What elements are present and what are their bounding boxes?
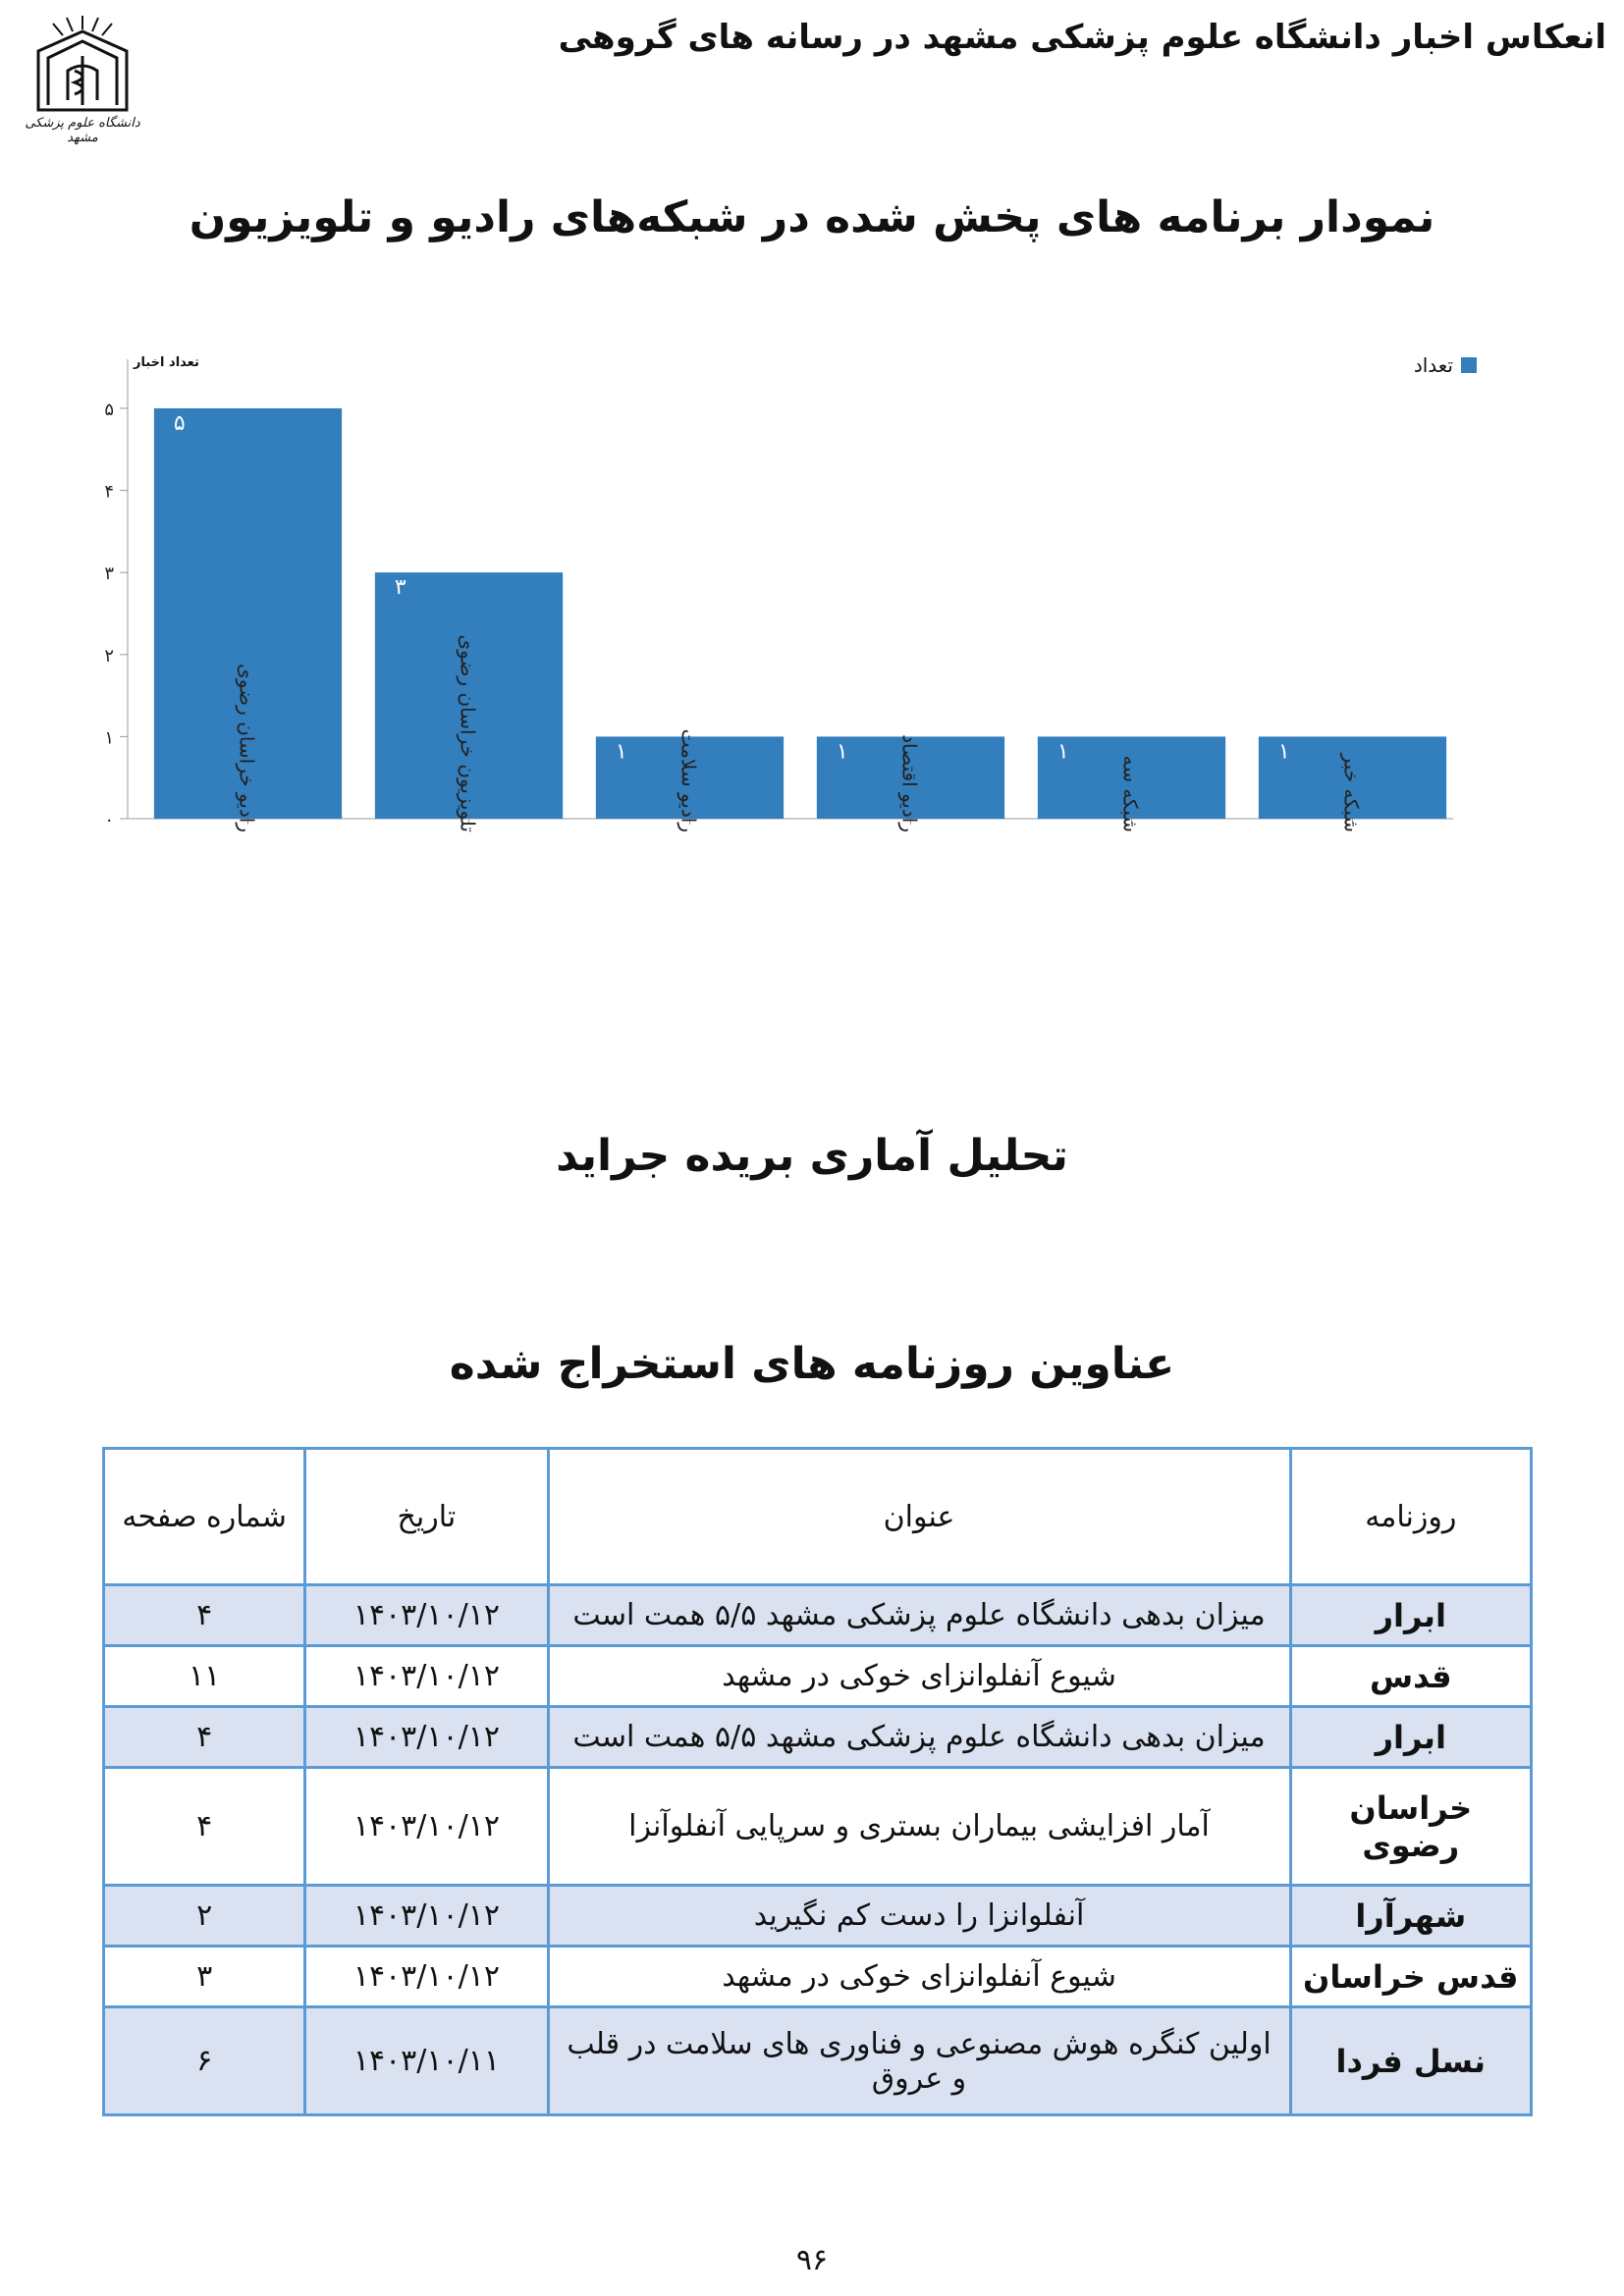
cell-title: شیوع آنفلوانزای خوکی در مشهد bbox=[548, 1646, 1290, 1707]
table-body bbox=[104, 1585, 1532, 2115]
x-category-label: شبکه خبر bbox=[1339, 753, 1364, 832]
table-row bbox=[104, 2007, 1532, 2115]
cell-date: ۱۴۰۳/۱۰/۱۲ bbox=[305, 1947, 548, 2007]
page-header-title: انعکاس اخبار دانشگاه علوم پزشکی مشهد در رسانه های گروهی bbox=[558, 18, 1606, 57]
chart-section-title: نمودار برنامه های پخش شده در شبکه‌های رادیو و تلویزیون bbox=[189, 192, 1435, 242]
cell-paper: قدس bbox=[1290, 1646, 1531, 1707]
header-date: تاریخ bbox=[305, 1449, 548, 1585]
bar-data-label: ۳ bbox=[394, 575, 406, 601]
header-paper: روزنامه bbox=[1290, 1449, 1531, 1585]
legend-label: تعداد bbox=[1413, 353, 1453, 377]
cell-paper: ابرار bbox=[1290, 1707, 1531, 1768]
cell-title: آنفلوانزا را دست کم نگیرید bbox=[548, 1886, 1290, 1947]
x-category-label: رادیو خراسان رضوی bbox=[235, 664, 259, 832]
cell-page: ۶ bbox=[104, 2007, 305, 2115]
newspaper-table bbox=[102, 1447, 1533, 2116]
table-row bbox=[104, 1886, 1532, 1947]
y-tick-label: ۰ bbox=[104, 810, 114, 830]
bar-data-label: ۱ bbox=[1056, 739, 1069, 765]
cell-paper: خراسان رضوی bbox=[1290, 1768, 1531, 1886]
cell-date: ۱۴۰۳/۱۰/۱۲ bbox=[305, 1768, 548, 1886]
x-category-label: رادیو سلامت bbox=[677, 728, 701, 832]
table-row bbox=[104, 1947, 1532, 2007]
press-section-title: تحلیل آماری بریده جراید bbox=[556, 1131, 1068, 1181]
table-row bbox=[104, 1707, 1532, 1768]
header-page: شماره صفحه bbox=[104, 1449, 305, 1585]
cell-title: میزان بدهی دانشگاه علوم پزشکی مشهد ۵/۵ همت است bbox=[548, 1585, 1290, 1646]
chart-y-axis-label: تعداد اخبار bbox=[134, 355, 199, 370]
cell-page: ۴ bbox=[104, 1707, 305, 1768]
cell-title: شیوع آنفلوانزای خوکی در مشهد bbox=[548, 1947, 1290, 2007]
cell-date: ۱۴۰۳/۱۰/۱۱ bbox=[305, 2007, 548, 2115]
page-number: ۹۶ bbox=[795, 2243, 829, 2277]
cell-title: میزان بدهی دانشگاه علوم پزشکی مشهد ۵/۵ همت است bbox=[548, 1707, 1290, 1768]
cell-paper: شهرآرا bbox=[1290, 1886, 1531, 1947]
cell-paper: قدس خراسان bbox=[1290, 1947, 1531, 2007]
header-title: عنوان bbox=[548, 1449, 1290, 1585]
y-tick-label: ۳ bbox=[104, 563, 114, 585]
bar-chart bbox=[98, 344, 1492, 1090]
table-row bbox=[104, 1585, 1532, 1646]
cell-page: ۱۱ bbox=[104, 1646, 305, 1707]
table-header-row bbox=[104, 1449, 1532, 1585]
cell-page: ۴ bbox=[104, 1768, 305, 1886]
bar-data-label: ۱ bbox=[1277, 739, 1290, 765]
cell-date: ۱۴۰۳/۱۰/۱۲ bbox=[305, 1646, 548, 1707]
x-category-label: شبکه سه bbox=[1118, 755, 1143, 832]
x-category-label: رادیو اقتصاد bbox=[897, 734, 922, 832]
cell-page: ۴ bbox=[104, 1585, 305, 1646]
y-tick-label: ۲ bbox=[104, 645, 114, 667]
table-row bbox=[104, 1768, 1532, 1886]
cell-title: آمار افزایشی بیماران بستری و سرپایی آنفلوآنزا bbox=[548, 1768, 1290, 1886]
table-row bbox=[104, 1646, 1532, 1707]
bar-data-label: ۱ bbox=[836, 739, 848, 765]
logo-caption: دانشگاه علوم پزشکی مشهد bbox=[25, 116, 140, 145]
bar-data-label: ۵ bbox=[173, 411, 186, 436]
bar-data-label: ۱ bbox=[615, 739, 627, 765]
cell-title: اولین کنگره هوش مصنوعی و فناوری های سلامت در قلب و عروق bbox=[548, 2007, 1290, 2115]
y-tick-label: ۵ bbox=[104, 400, 114, 420]
cell-date: ۱۴۰۳/۱۰/۱۲ bbox=[305, 1886, 548, 1947]
cell-paper: نسل فردا bbox=[1290, 2007, 1531, 2115]
y-tick-label: ۱ bbox=[104, 727, 114, 749]
cell-date: ۱۴۰۳/۱۰/۱۲ bbox=[305, 1707, 548, 1768]
table-section-title: عناوین روزنامه های استخراج شده bbox=[449, 1339, 1175, 1389]
cell-page: ۳ bbox=[104, 1947, 305, 2007]
cell-paper: ابرار bbox=[1290, 1585, 1531, 1646]
y-tick-label: ۴ bbox=[104, 481, 114, 503]
cell-date: ۱۴۰۳/۱۰/۱۲ bbox=[305, 1585, 548, 1646]
cell-page: ۲ bbox=[104, 1886, 305, 1947]
x-category-label: تلویزیون خراسان رضوی bbox=[456, 634, 480, 832]
